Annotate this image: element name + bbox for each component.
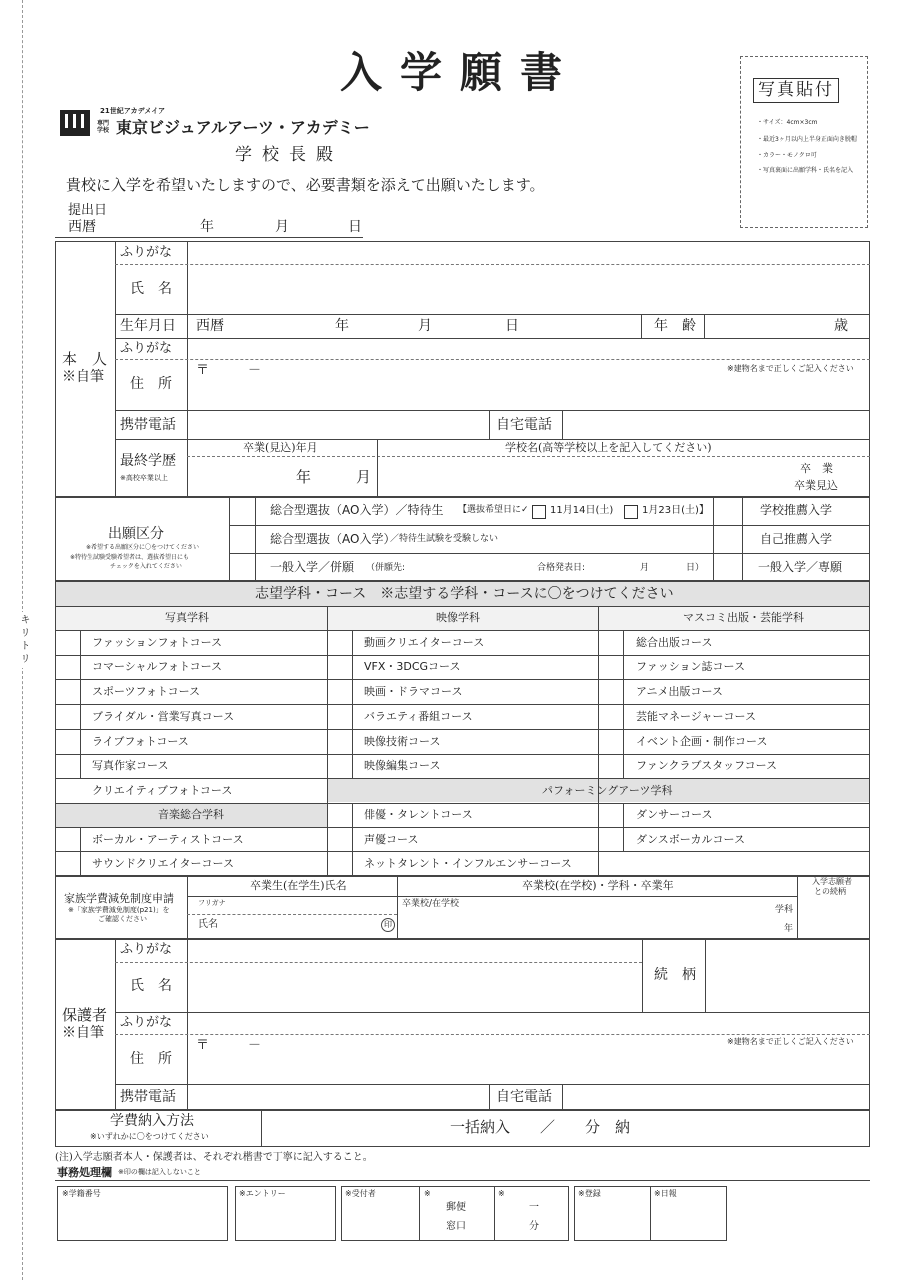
course-video-4[interactable]: バラエティ番組コース — [364, 710, 473, 723]
birth-year: 年 — [335, 318, 349, 334]
age-unit: 歳 — [834, 318, 848, 334]
office-title: 事務処理欄 — [57, 1166, 112, 1179]
birth-era: 西暦 — [196, 318, 224, 334]
category-pub-label: 合格発表日: — [537, 563, 586, 573]
family-head-relation: との続柄 — [814, 887, 846, 896]
postal-mark: 〒 － — [196, 363, 262, 378]
category-ao[interactable]: 総合型選抜（AO入学） — [270, 532, 396, 546]
dept-music: 音楽総合学科 — [158, 808, 224, 821]
course-video-5[interactable]: 映像技術コース — [364, 735, 441, 748]
course-media-2[interactable]: ファッション誌コース — [636, 660, 746, 673]
family-head-relation: 入学志願者 — [812, 877, 852, 886]
birth-label: 生年月日 — [120, 318, 176, 334]
birth-month: 月 — [418, 318, 432, 334]
course-music-1[interactable]: ボーカル・アーティストコース — [92, 833, 244, 846]
grad-ym: 年 月 — [296, 468, 372, 486]
course-photo-1[interactable]: ファッションフォトコース — [92, 636, 223, 649]
family-note: ご確認ください — [98, 915, 147, 923]
guardian-postal-mark: 〒 － — [196, 1038, 262, 1053]
school-name: 東京ビジュアルアーツ・アカデミー — [116, 118, 370, 137]
family-note: ※「家族学費減免制度(p21)」を — [68, 906, 170, 914]
applicant-name-label: 氏 名 — [130, 281, 172, 297]
cut-label: キリトリ — [18, 614, 29, 666]
applicant-home-phone-field[interactable] — [563, 411, 869, 438]
office-window-label: 窓口 — [446, 1221, 466, 1232]
course-media-1[interactable]: 総合出版コース — [636, 636, 713, 649]
form-title: 入学願書 — [340, 48, 581, 97]
school-tagline: 21世紀アカデメイア — [100, 107, 166, 115]
course-music-2[interactable]: サウンドクリエイターコース — [92, 857, 235, 870]
applicant-address-field[interactable] — [188, 360, 869, 409]
office-entry-label: ※エントリー — [239, 1189, 286, 1198]
course-photo-5[interactable]: ライブフォトコース — [92, 735, 189, 748]
age-label: 年 齢 — [654, 318, 696, 334]
school-name-head: 学校名(高等学校以上を記入してください) — [505, 441, 712, 454]
category-date-close: 】 — [699, 505, 709, 516]
category-note: ※特待生試験受験希望者は、選抜希望日にも — [70, 554, 190, 561]
category-ao-scholarship[interactable]: 総合型選抜（AO入学）／特待生 — [270, 503, 444, 517]
dept-photo: 写真学科 — [165, 611, 209, 624]
category-self-recommend[interactable]: 自己推薦入学 — [760, 532, 833, 546]
course-perf-3[interactable]: ネットタレント・インフルエンサーコース — [364, 857, 572, 870]
guardian-mobile-label: 携帯電話 — [120, 1089, 176, 1105]
dept-video: 映像学科 — [436, 611, 480, 624]
guardian-furigana-label: ふりがな — [120, 942, 173, 957]
photo-note: ・最近3ヶ月以内上半身正面向き脱帽 — [757, 136, 857, 143]
family-dept: 学科 — [775, 905, 794, 915]
office-registration-label: ※登録 — [578, 1189, 601, 1198]
photo-note: ・サイズ：4cm×3cm — [757, 119, 818, 126]
course-perf-5[interactable]: ダンスボーカルコース — [636, 833, 746, 846]
office-split-mark: ※ — [498, 1189, 505, 1198]
guardian-self-note: ※自筆 — [62, 1025, 104, 1041]
guardian-mobile-field[interactable] — [188, 1085, 488, 1109]
course-perf-4[interactable]: ダンサーコース — [636, 808, 713, 821]
applicant-label: 本 人 — [62, 350, 108, 368]
family-school-field[interactable] — [398, 912, 768, 938]
address-note: ※建物名まで正しくご記入ください — [727, 364, 854, 373]
courses-header: 志望学科・コース ※志望する学科・コースに〇をつけてください — [255, 586, 674, 602]
guardian-home-field[interactable] — [563, 1085, 869, 1109]
payment-options[interactable]: 一括納入 ／ 分 納 — [450, 1118, 631, 1136]
course-video-3[interactable]: 映画・ドラマコース — [364, 685, 463, 698]
course-perf-2[interactable]: 声優コース — [364, 833, 419, 846]
family-name: 氏名 — [198, 919, 218, 930]
submit-year: 年 — [200, 219, 214, 235]
family-name-field[interactable] — [188, 915, 376, 938]
category-label: 出願区分 — [108, 526, 164, 542]
office-receiver-label: ※受付者 — [345, 1189, 376, 1198]
guardian-home-label: 自宅電話 — [496, 1089, 552, 1105]
office-mail-label: 郵便 — [446, 1202, 466, 1213]
date-checkbox-2[interactable] — [624, 505, 638, 519]
home-phone-label: 自宅電話 — [496, 417, 552, 433]
applicant-self-note: ※自筆 — [62, 369, 104, 385]
family-label: 家族学費減免制度申請 — [64, 892, 174, 905]
birth-day: 日 — [505, 318, 519, 334]
office-note: ※印の欄は記入しないこと — [118, 1168, 201, 1176]
category-general-combined[interactable]: 一般入学／併願 — [270, 560, 355, 574]
footnote: (注)入学志願者本人・保護者は、それぞれ楷書で丁寧に記入すること。 — [55, 1152, 373, 1163]
submit-underline — [55, 237, 363, 238]
family-furigana: フリガナ — [198, 899, 226, 907]
photo-title: 写真貼付 — [753, 78, 839, 103]
photo-note: ・写真裏面に出願学科・氏名を記入 — [757, 167, 854, 174]
relation-label: 続 柄 — [654, 967, 696, 983]
grad-date-head: 卒業(見込)年月 — [243, 441, 318, 454]
category-combined-note: （併願先: — [366, 563, 406, 573]
address-label: 住 所 — [130, 376, 172, 392]
payment-note: ※いずれかに〇をつけてください — [90, 1132, 209, 1141]
category-note: ※希望する出願区分に〇をつけてください — [86, 544, 200, 551]
course-photo-4[interactable]: ブライダル・営業写真コース — [92, 710, 235, 723]
office-daily-label: ※日報 — [654, 1189, 677, 1198]
office-lump-label: 一 — [529, 1202, 539, 1213]
guardian-address-label: 住 所 — [130, 1051, 172, 1067]
submit-day: 日 — [348, 219, 362, 235]
date-checkbox-1[interactable] — [532, 505, 546, 519]
course-perf-1[interactable]: 俳優・タレントコース — [364, 808, 473, 821]
address-furigana-label: ふりがな — [120, 341, 173, 356]
category-note: チェックを入れてください — [110, 563, 182, 570]
category-date-1: 11月14日(土) — [550, 505, 614, 516]
dept-media: マスコミ出版・芸能学科 — [683, 611, 804, 624]
guardian-address-note: ※建物名まで正しくご記入ください — [727, 1037, 854, 1046]
course-media-3[interactable]: アニメ出版コース — [636, 685, 723, 698]
education-label: 最終学歴 — [120, 453, 176, 469]
applicant-furigana-label: ふりがな — [120, 245, 173, 260]
course-video-6[interactable]: 映像編集コース — [364, 759, 441, 772]
dept-performing: パフォーミングアーツ学科 — [542, 784, 673, 797]
guardian-name-field[interactable] — [188, 963, 640, 1011]
course-media-6[interactable]: ファンクラブスタッフコース — [636, 759, 778, 772]
applicant-mobile-field[interactable] — [188, 411, 488, 438]
course-media-4[interactable]: 芸能マネージャーコース — [636, 710, 757, 723]
mobile-label: 携帯電話 — [120, 417, 176, 433]
guardian-address-furigana: ふりがな — [120, 1015, 173, 1030]
intro-text: 貴校に入学を希望いたしますので、必要書類を添えて出願いたします。 — [66, 176, 545, 194]
submit-month: 月 — [275, 219, 289, 235]
grad-option-expected[interactable]: 卒業見込 — [794, 479, 838, 492]
applicant-school-field[interactable] — [378, 457, 778, 495]
category-ao-note: ／特待生試験を受験しない — [390, 534, 499, 544]
course-photo-6[interactable]: 写真作家コース — [92, 759, 169, 772]
guardian-relation-field[interactable] — [706, 940, 869, 1011]
category-general-exclusive[interactable]: 一般入学／専願 — [758, 560, 843, 574]
family-seal: 印 — [381, 918, 395, 932]
guardian-name-label: 氏 名 — [130, 978, 172, 994]
submit-era: 西暦 — [68, 219, 96, 235]
category-pub-month: 月 — [640, 563, 650, 573]
applicant-name-field[interactable] — [188, 265, 869, 313]
education-note: ※高校卒業以上 — [120, 474, 168, 482]
office-mail-mark: ※ — [424, 1189, 431, 1198]
course-media-5[interactable]: イベント企画・制作コース — [636, 735, 768, 748]
school-logo-icon — [60, 110, 90, 136]
category-date-prompt: 【選抜希望日に✓ — [458, 505, 529, 515]
photo-note: ・カラー・モノクロ可 — [757, 152, 817, 159]
category-school-recommend[interactable]: 学校推薦入学 — [760, 503, 833, 517]
school-kind: 専門学校 — [97, 120, 110, 134]
family-school: 卒業校/在学校 — [402, 899, 460, 909]
principal-address: 学校長殿 — [235, 145, 343, 165]
submit-label: 提出日 — [68, 203, 108, 218]
course-video-2[interactable]: VFX・3DCGコース — [364, 660, 461, 673]
office-student-number-label: ※学籍番号 — [62, 1189, 101, 1198]
course-photo-3[interactable]: スポーツフォトコース — [92, 685, 201, 698]
family-head-name: 卒業生(在学生)氏名 — [250, 879, 347, 892]
family-year: 年 — [784, 924, 794, 934]
course-photo-7[interactable]: クリエイティブフォトコース — [92, 784, 233, 797]
course-video-1[interactable]: 動画クリエイターコース — [364, 636, 485, 649]
grad-option-graduated[interactable]: 卒 業 — [800, 462, 833, 475]
family-head-school: 卒業校(在学校)・学科・卒業年 — [522, 879, 674, 892]
guardian-label: 保護者 — [62, 1006, 108, 1024]
guardian-address-field[interactable] — [188, 1035, 869, 1083]
office-split-label: 分 — [529, 1221, 539, 1232]
payment-label: 学費納入方法 — [110, 1113, 194, 1129]
category-date-2: 1月23日(土) — [642, 505, 699, 516]
course-photo-2[interactable]: コマーシャルフォトコース — [92, 660, 223, 673]
category-pub-day: 日） — [686, 563, 705, 573]
